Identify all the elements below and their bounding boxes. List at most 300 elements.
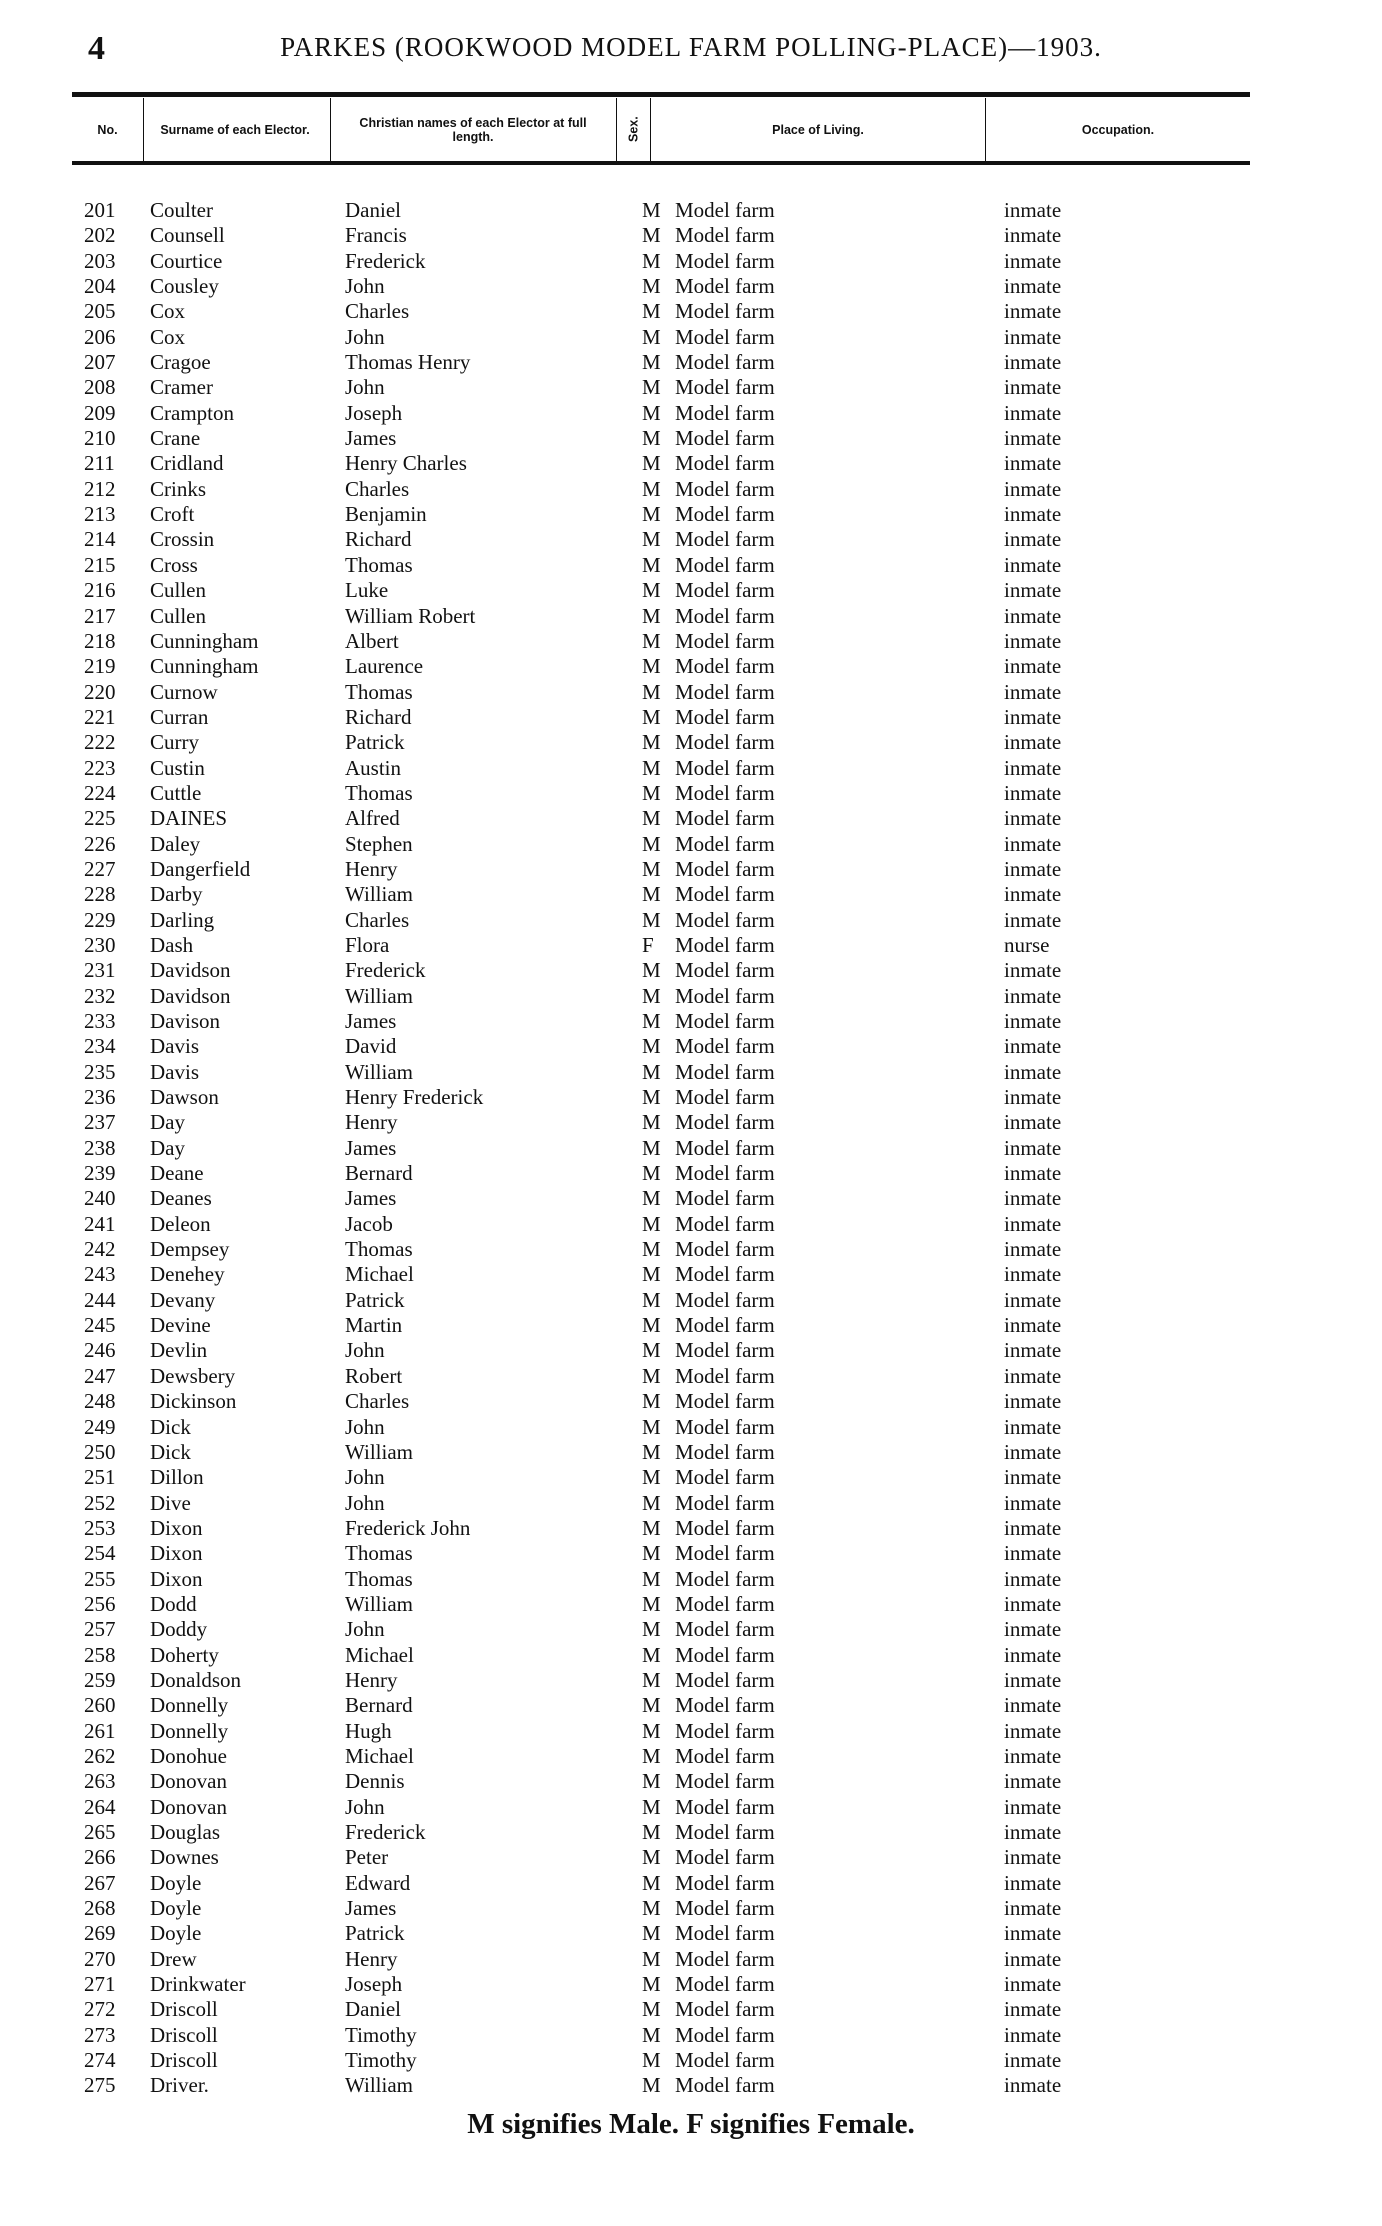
elector-christian-names: John bbox=[345, 1414, 385, 1439]
elector-number: 208 bbox=[84, 375, 116, 400]
elector-sex: M bbox=[642, 704, 661, 729]
table-row bbox=[0, 223, 1382, 248]
elector-number: 218 bbox=[84, 628, 116, 653]
elector-place: Model farm bbox=[675, 1845, 775, 1870]
elector-occupation: inmate bbox=[1004, 2022, 1062, 2047]
page-title: PARKES (ROOKWOOD MODEL FARM POLLING-PLACE)—1903. bbox=[280, 32, 1102, 62]
elector-surname: Devlin bbox=[150, 1338, 208, 1363]
elector-christian-names: John bbox=[345, 324, 385, 349]
elector-place: Model farm bbox=[675, 704, 775, 729]
elector-place: Model farm bbox=[675, 730, 775, 755]
elector-sex: M bbox=[642, 1642, 661, 1667]
elector-occupation: inmate bbox=[1004, 400, 1062, 425]
elector-sex: M bbox=[642, 831, 661, 856]
elector-place: Model farm bbox=[675, 1186, 775, 1211]
elector-christian-names: Austin bbox=[345, 755, 402, 780]
elector-number: 245 bbox=[84, 1313, 116, 1338]
elector-place: Model farm bbox=[675, 1997, 775, 2022]
column-divider bbox=[143, 98, 144, 161]
elector-christian-names: William bbox=[345, 1591, 413, 1616]
table-row bbox=[0, 1921, 1382, 1946]
column-divider bbox=[330, 98, 331, 161]
elector-number: 212 bbox=[84, 476, 116, 501]
table-row bbox=[0, 198, 1382, 223]
elector-occupation: inmate bbox=[1004, 1667, 1062, 1692]
elector-place: Model farm bbox=[675, 1693, 775, 1718]
elector-number: 263 bbox=[84, 1769, 116, 1794]
elector-place: Model farm bbox=[675, 1617, 775, 1642]
table-row bbox=[0, 1516, 1382, 1541]
elector-place: Model farm bbox=[675, 679, 775, 704]
elector-occupation: inmate bbox=[1004, 248, 1062, 273]
elector-place: Model farm bbox=[675, 1085, 775, 1110]
table-row bbox=[0, 1440, 1382, 1465]
elector-sex: M bbox=[642, 1997, 661, 2022]
elector-christian-names: James bbox=[345, 1009, 397, 1033]
elector-place: Model farm bbox=[675, 426, 775, 451]
elector-christian-names: John bbox=[345, 1794, 385, 1819]
elector-place: Model farm bbox=[675, 1237, 775, 1262]
elector-surname: Donnelly bbox=[150, 1718, 229, 1743]
elector-occupation: inmate bbox=[1004, 1338, 1062, 1363]
elector-place: Model farm bbox=[675, 1870, 775, 1895]
elector-number: 214 bbox=[84, 527, 116, 552]
elector-surname: Crane bbox=[150, 426, 201, 451]
elector-sex: M bbox=[642, 1135, 661, 1160]
elector-christian-names: Joseph bbox=[345, 1972, 403, 1997]
elector-surname: Cuttle bbox=[150, 780, 202, 805]
table-row bbox=[0, 1186, 1382, 1211]
elector-number: 229 bbox=[84, 907, 116, 932]
elector-place: Model farm bbox=[675, 527, 775, 552]
table-row bbox=[0, 1947, 1382, 1972]
elector-occupation: inmate bbox=[1004, 907, 1062, 932]
elector-surname: Cramer bbox=[150, 375, 213, 400]
elector-number: 244 bbox=[84, 1287, 116, 1312]
elector-number: 219 bbox=[84, 654, 116, 679]
elector-christian-names: Henry bbox=[345, 1667, 398, 1692]
elector-christian-names: Patrick bbox=[345, 1287, 405, 1312]
elector-christian-names: William bbox=[345, 983, 413, 1008]
elector-occupation: inmate bbox=[1004, 1693, 1062, 1718]
elector-place: Model farm bbox=[675, 1896, 775, 1921]
elector-occupation: inmate bbox=[1004, 1009, 1062, 1033]
table-row bbox=[0, 882, 1382, 907]
elector-number: 237 bbox=[84, 1110, 116, 1135]
table-row bbox=[0, 1034, 1382, 1059]
elector-place: Model farm bbox=[675, 1566, 775, 1591]
elector-place: Model farm bbox=[675, 274, 775, 299]
table-row bbox=[0, 1744, 1382, 1769]
elector-number: 267 bbox=[84, 1870, 116, 1895]
elector-place: Model farm bbox=[675, 502, 775, 527]
elector-sex: M bbox=[642, 324, 661, 349]
elector-number: 232 bbox=[84, 983, 116, 1008]
elector-place: Model farm bbox=[675, 603, 775, 628]
column-header-surname: Surname of each Elector. bbox=[160, 122, 310, 137]
elector-number: 217 bbox=[84, 603, 116, 628]
elector-sex: M bbox=[642, 1059, 661, 1084]
column-header-occupation: Occupation. bbox=[1081, 122, 1155, 137]
elector-number: 271 bbox=[84, 1972, 116, 1997]
elector-surname: Darling bbox=[150, 907, 215, 932]
elector-christian-names: Richard bbox=[345, 527, 412, 552]
elector-surname: Crossin bbox=[150, 527, 215, 552]
elector-place: Model farm bbox=[675, 2022, 775, 2047]
elector-number: 251 bbox=[84, 1465, 116, 1490]
elector-occupation: inmate bbox=[1004, 1110, 1062, 1135]
elector-number: 264 bbox=[84, 1794, 116, 1819]
elector-place: Model farm bbox=[675, 451, 775, 476]
table-row bbox=[0, 1313, 1382, 1338]
elector-sex: M bbox=[642, 1870, 661, 1895]
elector-surname: Deane bbox=[150, 1161, 204, 1186]
elector-christian-names: Thomas bbox=[345, 780, 413, 805]
elector-number: 223 bbox=[84, 755, 116, 780]
elector-sex: M bbox=[642, 502, 661, 527]
elector-sex: M bbox=[642, 856, 661, 881]
elector-sex: M bbox=[642, 1287, 661, 1312]
elector-sex: M bbox=[642, 1693, 661, 1718]
elector-christian-names: Joseph bbox=[345, 400, 403, 425]
elector-occupation: inmate bbox=[1004, 1769, 1062, 1794]
elector-surname: Dive bbox=[150, 1490, 191, 1515]
elector-sex: M bbox=[642, 223, 661, 248]
elector-christian-names: Michael bbox=[345, 1642, 414, 1667]
elector-christian-names: John bbox=[345, 274, 385, 299]
elector-surname: Darby bbox=[150, 882, 203, 907]
elector-occupation: inmate bbox=[1004, 1820, 1062, 1844]
elector-occupation: inmate bbox=[1004, 198, 1062, 222]
electoral-roll-table bbox=[0, 198, 1382, 2099]
elector-surname: Day bbox=[150, 1110, 185, 1135]
elector-christian-names: Jacob bbox=[345, 1211, 393, 1236]
elector-surname: Dixon bbox=[150, 1566, 203, 1591]
elector-sex: M bbox=[642, 1009, 661, 1033]
elector-christian-names: Henry Frederick bbox=[345, 1085, 484, 1110]
elector-surname: Cousley bbox=[150, 274, 219, 299]
table-row bbox=[0, 1972, 1382, 1997]
elector-sex: M bbox=[642, 1718, 661, 1743]
elector-sex: M bbox=[642, 1338, 661, 1363]
elector-sex: M bbox=[642, 1566, 661, 1591]
elector-surname: Courtice bbox=[150, 248, 223, 273]
table-row bbox=[0, 2048, 1382, 2073]
table-row bbox=[0, 756, 1382, 781]
elector-surname: Deanes bbox=[150, 1186, 212, 1211]
column-header-place: Place of Living. bbox=[772, 122, 864, 137]
elector-occupation: inmate bbox=[1004, 628, 1062, 653]
elector-occupation: inmate bbox=[1004, 1211, 1062, 1236]
table-row bbox=[0, 1643, 1382, 1668]
elector-place: Model farm bbox=[675, 932, 775, 957]
elector-sex: M bbox=[642, 1110, 661, 1135]
elector-occupation: inmate bbox=[1004, 1465, 1062, 1490]
table-row bbox=[0, 984, 1382, 1009]
elector-christian-names: Henry Charles bbox=[345, 451, 467, 476]
elector-number: 257 bbox=[84, 1617, 116, 1642]
elector-surname: Cunningham bbox=[150, 628, 259, 653]
elector-christian-names: Henry bbox=[345, 1110, 398, 1135]
table-row bbox=[0, 325, 1382, 350]
elector-occupation: inmate bbox=[1004, 1414, 1062, 1439]
elector-place: Model farm bbox=[675, 806, 775, 831]
elector-place: Model farm bbox=[675, 882, 775, 907]
elector-place: Model farm bbox=[675, 907, 775, 932]
elector-surname: Davis bbox=[150, 1034, 199, 1059]
elector-place: Model farm bbox=[675, 1211, 775, 1236]
elector-occupation: inmate bbox=[1004, 1972, 1062, 1997]
elector-occupation: inmate bbox=[1004, 603, 1062, 628]
elector-place: Model farm bbox=[675, 1769, 775, 1794]
elector-sex: M bbox=[642, 1896, 661, 1921]
elector-surname: Cox bbox=[150, 299, 186, 324]
elector-sex: M bbox=[642, 2022, 661, 2047]
elector-place: Model farm bbox=[675, 223, 775, 248]
elector-surname: Douglas bbox=[150, 1820, 220, 1844]
elector-number: 258 bbox=[84, 1642, 116, 1667]
elector-christian-names: John bbox=[345, 1617, 385, 1642]
elector-place: Model farm bbox=[675, 1465, 775, 1490]
elector-place: Model farm bbox=[675, 1667, 775, 1692]
elector-place: Model farm bbox=[675, 755, 775, 780]
elector-occupation: inmate bbox=[1004, 1921, 1062, 1946]
elector-place: Model farm bbox=[675, 958, 775, 983]
table-row bbox=[0, 401, 1382, 426]
elector-number: 202 bbox=[84, 223, 116, 248]
elector-sex: M bbox=[642, 603, 661, 628]
table-row bbox=[0, 1288, 1382, 1313]
elector-occupation: inmate bbox=[1004, 502, 1062, 527]
table-row bbox=[0, 1541, 1382, 1566]
elector-occupation: inmate bbox=[1004, 1287, 1062, 1312]
elector-number: 226 bbox=[84, 831, 116, 856]
elector-occupation: inmate bbox=[1004, 1161, 1062, 1186]
table-row bbox=[0, 1338, 1382, 1363]
elector-surname: Cragoe bbox=[150, 350, 211, 375]
elector-sex: M bbox=[642, 2048, 661, 2073]
table-row bbox=[0, 1237, 1382, 1262]
elector-surname: Driscoll bbox=[150, 2022, 218, 2047]
elector-place: Model farm bbox=[675, 1313, 775, 1338]
elector-christian-names: Thomas bbox=[345, 1541, 413, 1566]
elector-number: 246 bbox=[84, 1338, 116, 1363]
elector-place: Model farm bbox=[675, 1820, 775, 1844]
elector-number: 275 bbox=[84, 2073, 116, 2098]
column-header-christian-names: Christian names of each Elector at full length. bbox=[359, 115, 587, 144]
table-row bbox=[0, 1136, 1382, 1161]
elector-surname: Driscoll bbox=[150, 2048, 218, 2073]
elector-place: Model farm bbox=[675, 1135, 775, 1160]
elector-surname: Doyle bbox=[150, 1921, 202, 1946]
elector-sex: M bbox=[642, 1389, 661, 1414]
elector-surname: Curry bbox=[150, 730, 199, 755]
elector-number: 266 bbox=[84, 1845, 116, 1870]
elector-surname: Dixon bbox=[150, 1541, 203, 1566]
elector-occupation: inmate bbox=[1004, 1566, 1062, 1591]
elector-surname: Daley bbox=[150, 831, 201, 856]
elector-occupation: inmate bbox=[1004, 882, 1062, 907]
elector-christian-names: Albert bbox=[345, 628, 399, 653]
table-row bbox=[0, 274, 1382, 299]
elector-sex: M bbox=[642, 476, 661, 501]
elector-occupation: inmate bbox=[1004, 1718, 1062, 1743]
elector-surname: Devine bbox=[150, 1313, 211, 1338]
page-number: 4 bbox=[88, 30, 105, 67]
elector-occupation: inmate bbox=[1004, 1591, 1062, 1616]
elector-christian-names: Hugh bbox=[345, 1718, 392, 1743]
table-row bbox=[0, 958, 1382, 983]
table-row bbox=[0, 629, 1382, 654]
elector-sex: M bbox=[642, 451, 661, 476]
table-row bbox=[0, 1845, 1382, 1870]
elector-sex: M bbox=[642, 299, 661, 324]
elector-occupation: inmate bbox=[1004, 1743, 1062, 1768]
elector-number: 238 bbox=[84, 1135, 116, 1160]
elector-place: Model farm bbox=[675, 350, 775, 375]
elector-christian-names: Daniel bbox=[345, 198, 401, 222]
elector-number: 262 bbox=[84, 1743, 116, 1768]
elector-number: 221 bbox=[84, 704, 116, 729]
table-row bbox=[0, 781, 1382, 806]
elector-sex: M bbox=[642, 983, 661, 1008]
elector-surname: Dixon bbox=[150, 1515, 203, 1540]
elector-surname: Davison bbox=[150, 1009, 220, 1033]
elector-number: 247 bbox=[84, 1363, 116, 1388]
elector-number: 248 bbox=[84, 1389, 116, 1414]
elector-christian-names: Richard bbox=[345, 704, 412, 729]
elector-occupation: inmate bbox=[1004, 806, 1062, 831]
elector-number: 227 bbox=[84, 856, 116, 881]
elector-number: 222 bbox=[84, 730, 116, 755]
elector-christian-names: Robert bbox=[345, 1363, 403, 1388]
table-row bbox=[0, 680, 1382, 705]
elector-place: Model farm bbox=[675, 1262, 775, 1287]
elector-christian-names: Benjamin bbox=[345, 502, 427, 527]
elector-surname: Donaldson bbox=[150, 1667, 241, 1692]
elector-christian-names: Luke bbox=[345, 578, 389, 603]
elector-place: Model farm bbox=[675, 324, 775, 349]
elector-surname: Crampton bbox=[150, 400, 234, 425]
elector-number: 206 bbox=[84, 324, 116, 349]
elector-christian-names: Patrick bbox=[345, 730, 405, 755]
elector-place: Model farm bbox=[675, 1110, 775, 1135]
table-row bbox=[0, 832, 1382, 857]
elector-sex: M bbox=[642, 1262, 661, 1287]
elector-number: 210 bbox=[84, 426, 116, 451]
table-row bbox=[0, 1085, 1382, 1110]
elector-number: 225 bbox=[84, 806, 116, 831]
column-header-sex: Sex. bbox=[626, 116, 641, 143]
table-row bbox=[0, 1871, 1382, 1896]
elector-number: 236 bbox=[84, 1085, 116, 1110]
elector-surname: Dempsey bbox=[150, 1237, 230, 1262]
elector-number: 255 bbox=[84, 1566, 116, 1591]
elector-christian-names: Bernard bbox=[345, 1161, 413, 1186]
table-row bbox=[0, 1617, 1382, 1642]
table-row bbox=[0, 1668, 1382, 1693]
elector-christian-names: Dennis bbox=[345, 1769, 405, 1794]
elector-sex: M bbox=[642, 248, 661, 273]
elector-place: Model farm bbox=[675, 1338, 775, 1363]
elector-surname: Donovan bbox=[150, 1794, 227, 1819]
elector-number: 204 bbox=[84, 274, 116, 299]
table-row bbox=[0, 1820, 1382, 1845]
elector-sex: M bbox=[642, 527, 661, 552]
table-row bbox=[0, 654, 1382, 679]
elector-occupation: inmate bbox=[1004, 983, 1062, 1008]
elector-number: 220 bbox=[84, 679, 116, 704]
elector-number: 265 bbox=[84, 1820, 116, 1844]
elector-number: 239 bbox=[84, 1161, 116, 1186]
elector-christian-names: Edward bbox=[345, 1870, 411, 1895]
header-rule-bottom bbox=[72, 161, 1250, 165]
elector-surname: Downes bbox=[150, 1845, 219, 1870]
elector-surname: Cox bbox=[150, 324, 186, 349]
elector-occupation: inmate bbox=[1004, 1363, 1062, 1388]
elector-occupation: inmate bbox=[1004, 476, 1062, 501]
elector-place: Model farm bbox=[675, 1515, 775, 1540]
table-row bbox=[0, 477, 1382, 502]
elector-occupation: inmate bbox=[1004, 1237, 1062, 1262]
elector-occupation: inmate bbox=[1004, 1313, 1062, 1338]
elector-place: Model farm bbox=[675, 1059, 775, 1084]
elector-occupation: inmate bbox=[1004, 1135, 1062, 1160]
elector-place: Model farm bbox=[675, 856, 775, 881]
elector-number: 274 bbox=[84, 2048, 116, 2073]
elector-occupation: inmate bbox=[1004, 780, 1062, 805]
column-header-no: No. bbox=[97, 122, 118, 137]
elector-surname: Davidson bbox=[150, 983, 231, 1008]
elector-place: Model farm bbox=[675, 2048, 775, 2073]
elector-place: Model farm bbox=[675, 628, 775, 653]
elector-surname: Cullen bbox=[150, 578, 206, 603]
sex-legend-footer: M signifies Male. F signifies Female. bbox=[467, 2108, 915, 2140]
elector-christian-names: Henry bbox=[345, 1946, 398, 1971]
elector-surname: Doyle bbox=[150, 1896, 202, 1921]
elector-surname: Dickinson bbox=[150, 1389, 237, 1414]
elector-place: Model farm bbox=[675, 1794, 775, 1819]
elector-sex: M bbox=[642, 1085, 661, 1110]
elector-christian-names: Laurence bbox=[345, 654, 424, 679]
table-row bbox=[0, 2073, 1382, 2098]
table-row bbox=[0, 604, 1382, 629]
elector-sex: M bbox=[642, 1313, 661, 1338]
elector-sex: M bbox=[642, 1769, 661, 1794]
table-row bbox=[0, 527, 1382, 552]
elector-sex: M bbox=[642, 1946, 661, 1971]
elector-occupation: inmate bbox=[1004, 451, 1062, 476]
table-row bbox=[0, 451, 1382, 476]
elector-surname: Dangerfield bbox=[150, 856, 251, 881]
elector-occupation: inmate bbox=[1004, 654, 1062, 679]
elector-surname: Day bbox=[150, 1135, 185, 1160]
elector-christian-names: Charles bbox=[345, 907, 410, 932]
elector-christian-names: James bbox=[345, 1135, 397, 1160]
elector-occupation: inmate bbox=[1004, 1262, 1062, 1287]
table-row bbox=[0, 1769, 1382, 1794]
elector-surname: Devany bbox=[150, 1287, 216, 1312]
elector-surname: Denehey bbox=[150, 1262, 225, 1287]
elector-surname: Dewsbery bbox=[150, 1363, 236, 1388]
elector-number: 241 bbox=[84, 1211, 116, 1236]
elector-sex: M bbox=[642, 1211, 661, 1236]
elector-place: Model farm bbox=[675, 375, 775, 400]
elector-place: Model farm bbox=[675, 578, 775, 603]
elector-place: Model farm bbox=[675, 1389, 775, 1414]
elector-occupation: inmate bbox=[1004, 426, 1062, 451]
table-row bbox=[0, 299, 1382, 324]
